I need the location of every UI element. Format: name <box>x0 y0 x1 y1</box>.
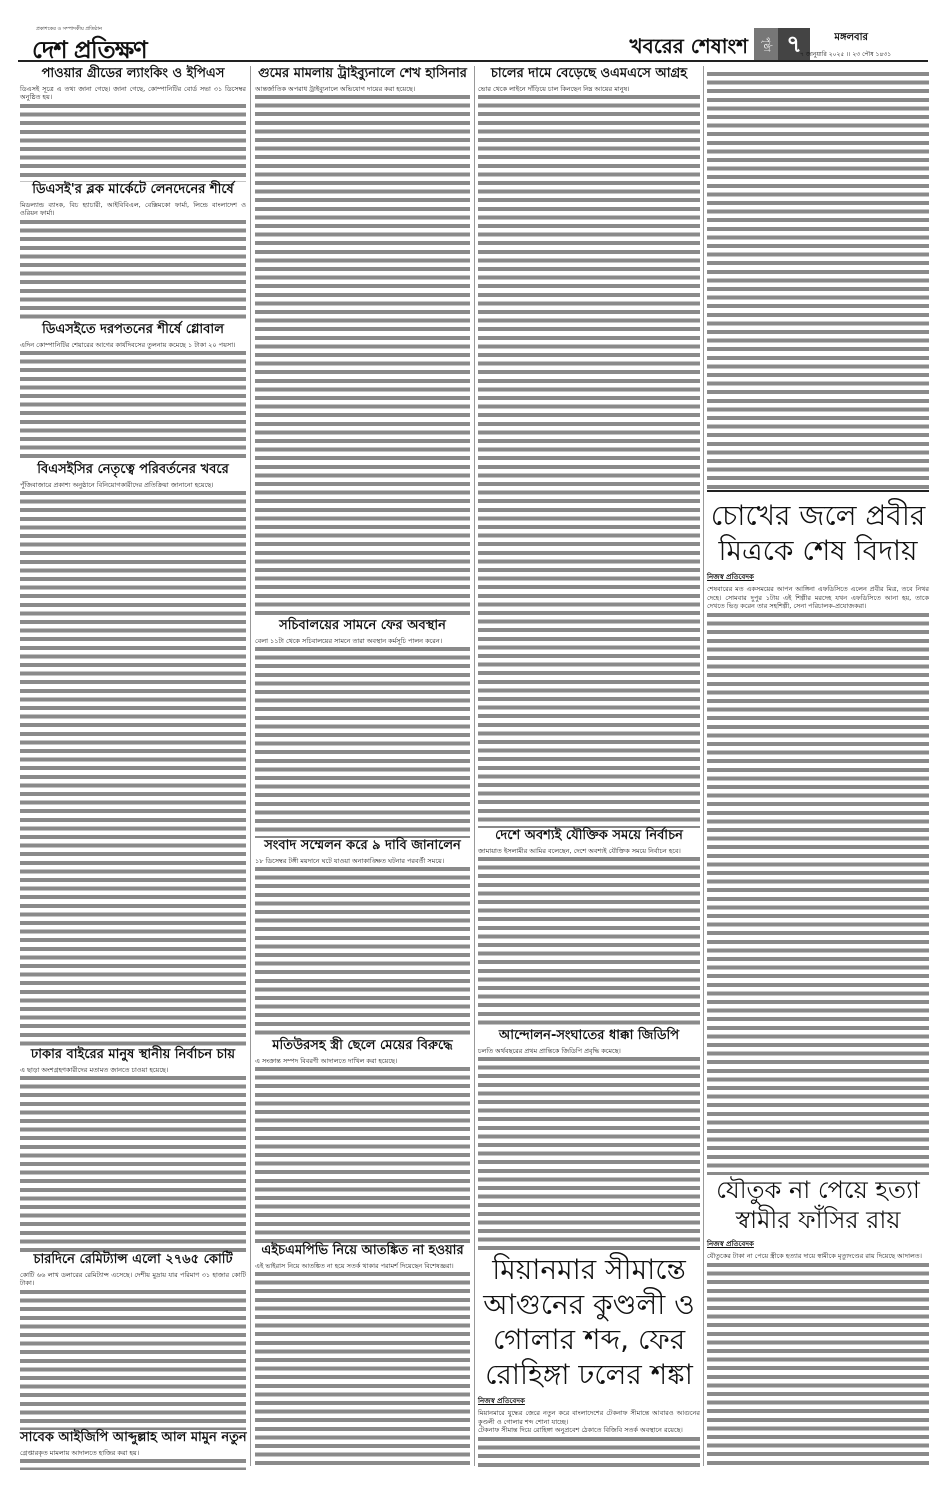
headline: বিএসইসির নেতৃত্বে পরিবর্তনের খবরে <box>37 462 229 477</box>
news-article <box>255 66 470 618</box>
news-article <box>20 1252 246 1430</box>
headline: গুমের মামলায় ট্রাইব্যুনালে শেখ হাসিনার <box>258 66 467 81</box>
text-block <box>20 349 246 462</box>
headline: এইচএমপিভি নিয়ে আতঙ্কিত না হওয়ার <box>261 1243 464 1258</box>
newspaper-logo: দেশ প্রতিক্ষণ <box>32 36 147 64</box>
news-article <box>20 66 246 182</box>
news-article <box>255 618 470 838</box>
article-body: আন্তর্জাতিক অপরাধ ট্রাইব্যুনালে অভিযোগ দায়ের করা হয়েছে। <box>255 84 416 93</box>
article-body: এদিন কোম্পানিটির শেয়ারের আগের কার্যদিবসের তুলনায় কমেছে ১ টাকা ২০ পয়সা। <box>20 340 236 349</box>
news-article <box>255 1243 470 1468</box>
text-block <box>20 1457 246 1470</box>
article-body: কোটি ৬৬ লাখ ডলারের রেমিট্যান্স এসেছে। দেশীয় মুদ্রায় যার পরিমাণ ৩১ হাজার কোটি টাকা। <box>20 1270 246 1288</box>
article-body: পুঁজিবাজারে প্রকাশ্য অনুষ্ঠানে বিনিয়োগকারীদের প্রতিক্রিয়া জানানো হয়েছে। <box>20 480 214 489</box>
text-block <box>707 1261 929 1468</box>
article-body: জামায়াত ইসলামীর আমির বলেছেন, দেশে অবশ্যই যৌক্তিক সময়ে নির্বাচন হবে। <box>478 846 681 855</box>
headline: যৌতুক না পেয়ে হত্যা স্বামীর ফাঁসির রায় <box>716 1176 920 1234</box>
headline: ঢাকার বাইরের মানুষ স্থানীয় নির্বাচন চায় <box>30 1047 236 1062</box>
article-body: এই ভাইরাস নিয়ে আতঙ্কিত না হয়ে সতর্ক থাকার পরামর্শ দিয়েছেন বিশেষজ্ঞরা। <box>255 1261 454 1270</box>
news-article <box>20 322 246 462</box>
article-body: চলতি অর্থবছরের প্রথম প্রান্তিকে জিডিপি প্রবৃদ্ধি কমেছে। <box>478 1046 621 1055</box>
news-article <box>478 66 700 828</box>
headline: সংবাদ সম্মেলন করে ৯ দাবি জানালেন <box>264 838 461 853</box>
text-block <box>20 489 246 1047</box>
headline: চোখের জলে প্রবীর মিত্রকে শেষ বিদায় <box>707 490 929 568</box>
text-block <box>707 70 929 490</box>
news-article <box>20 462 246 1047</box>
section-title: খবরের শেষাংশ <box>629 34 748 58</box>
article-body: ভোর থেকে লাইনে দাঁড়িয়ে চাল কিনছেন নিম্ন আয়ের মানুষ। <box>478 84 630 93</box>
byline: নিজস্ব প্রতিবেদক <box>478 1397 525 1405</box>
news-article <box>707 1175 929 1468</box>
article-body-continued: টেকনাফ সীমান্ত দিয়ে রোহিঙ্গা অনুপ্রবেশ ঠেকাতে বিজিবি সতর্ক অবস্থানে রয়েছে। <box>478 1426 683 1435</box>
headline: পাওয়ার গ্রীডের ল্যাংকিং ও ইপিএস <box>41 66 225 81</box>
headline: দেশে অবশ্যই যৌক্তিক সময়ে নির্বাচন <box>495 828 683 843</box>
text-block <box>255 1270 470 1468</box>
text-block <box>255 645 470 838</box>
text-block <box>20 1074 246 1252</box>
article-body: বেলা ১১টা থেকে সচিবালয়ের সামনে তারা অবস্থান কর্মসূচি পালন করেন। <box>255 636 443 645</box>
news-article <box>707 70 929 1175</box>
headline: মিয়ানমার সীমান্তে আগুনের কুণ্ডলী ও গোলার শব্দ, ফের রোহিঙ্গা ঢলের শঙ্কা <box>483 1253 695 1391</box>
article-body: ১৮ ডিসেম্বর টঙ্গী ময়দানে ঘটে যাওয়া অনাকাঙ্ক্ষিত ঘটনার পরবর্তী সময়ে। <box>255 856 445 865</box>
column-divider <box>474 66 475 1466</box>
article-body: মিয়ানমারে যুদ্ধের জেরে নতুন করে বাংলাদেশের টেকনাফ সীমান্তে আবারও আগুনের কুণ্ডলী ও গোলার শব্দ শোনা যাচ্ছে। <box>478 1409 700 1426</box>
news-article <box>478 1252 700 1468</box>
page-number: ৭ <box>778 28 810 60</box>
headline: আন্দোলন-সংঘাতের ধাক্কা জিডিপি <box>498 1028 680 1043</box>
text-block <box>255 865 470 1038</box>
tagline: প্রকাশকের ও সম্পাদকীয় প্রতিষ্ঠান <box>36 26 102 32</box>
weekday: মঙ্গলবার <box>834 32 868 43</box>
byline: নিজস্ব প্রতিবেদক <box>707 1240 754 1248</box>
headline: সচিবালয়ের সামনে ফের অবস্থান <box>279 618 446 633</box>
headline: চারদিনে রেমিট্যান্স এলো ২৭৬৫ কোটি <box>33 1252 233 1267</box>
text-block <box>20 102 246 182</box>
text-block <box>20 218 246 320</box>
byline: নিজস্ব প্রতিবেদক <box>707 573 754 581</box>
text-block <box>255 93 470 618</box>
news-article <box>255 1038 470 1243</box>
article-body: এ সংক্রান্ত সম্পদ বিবরণী আদালতে দাখিল করা হয়েছে। <box>255 1056 398 1065</box>
text-block <box>478 93 700 828</box>
article-body: যৌতুকের টাকা না পেয়ে স্ত্রীকে হত্যার দায়ে স্বামীকে মৃত্যুদণ্ডের রায় দিয়েছে আদালত। <box>707 1252 923 1260</box>
headline: ডিএসই'র ব্লক মার্কেটে লেনদেনের শীর্ষে <box>32 182 234 197</box>
article-body: শেষবারের মত একসময়ের আপন আঙ্গিনা এফডিসিতে এলেন প্রবীর মিত্র, তবে নিথর দেহে। সোমবার দুপুর ১টায় এই শিল্পীর মরদেহ যখন এফডিসিতে আনা হয়, তাকে দেখতে ভিড় করেন তার সহশিল্পী, সেনা পরিচালক-প্রযোজকরা। <box>707 585 929 611</box>
column-divider <box>250 66 251 1466</box>
article-body: মিডল্যান্ড ব্যাংক, বিচ হ্যাচারী, আইবিবিএল, বেক্সিমকো ফার্মা, লিন্ডে বাংলাদেশ ও ওরিয়ন ফার্মা। <box>20 200 246 218</box>
headline: ডিএসইতে দরপতনের শীর্ষে গ্লোবাল <box>42 322 224 337</box>
text-block <box>478 1435 700 1468</box>
text-block <box>20 1288 246 1430</box>
headline: মতিউরসহ স্ত্রী ছেলে মেয়ের বিরুদ্ধে <box>272 1038 453 1053</box>
headline: চালের দামে বেড়েছে ওএমএসে আগ্রহ <box>490 66 688 81</box>
issue-date: ৭ জানুয়ারি ২০২৫ ।। ২৩ পৌষ ১৪৩১ <box>800 51 892 58</box>
news-article <box>20 182 246 320</box>
text-block <box>478 855 700 1028</box>
news-article <box>255 838 470 1038</box>
news-article <box>20 1430 246 1470</box>
article-body: এ ছাড়া অংশগ্রহণকারীদের মতামত জানতে চাওয়া হয়েছে। <box>20 1065 169 1074</box>
article-body: গ্রেপ্তারকৃত মামলায় আদালতে হাজির করা হয়। <box>20 1448 140 1457</box>
news-article <box>20 1047 246 1252</box>
article-body: ডিএসই সূত্রে এ তথ্য জানা গেছে। জানা গেছে, কোম্পানিটির বোর্ড সভা ৩১ ডিসেম্বর অনুষ্ঠিত হয়। <box>20 84 246 102</box>
news-article <box>478 828 700 1028</box>
news-article <box>478 1028 700 1253</box>
column-divider <box>703 66 704 1466</box>
page-label: পৃষ্ঠা <box>754 28 778 60</box>
text-block <box>707 611 929 1175</box>
masthead <box>18 26 928 62</box>
headline: সাবেক আইজিপি আব্দুল্লাহ আল মামুন নতুন <box>20 1430 247 1445</box>
text-block <box>255 1065 470 1243</box>
text-block <box>478 1055 700 1253</box>
